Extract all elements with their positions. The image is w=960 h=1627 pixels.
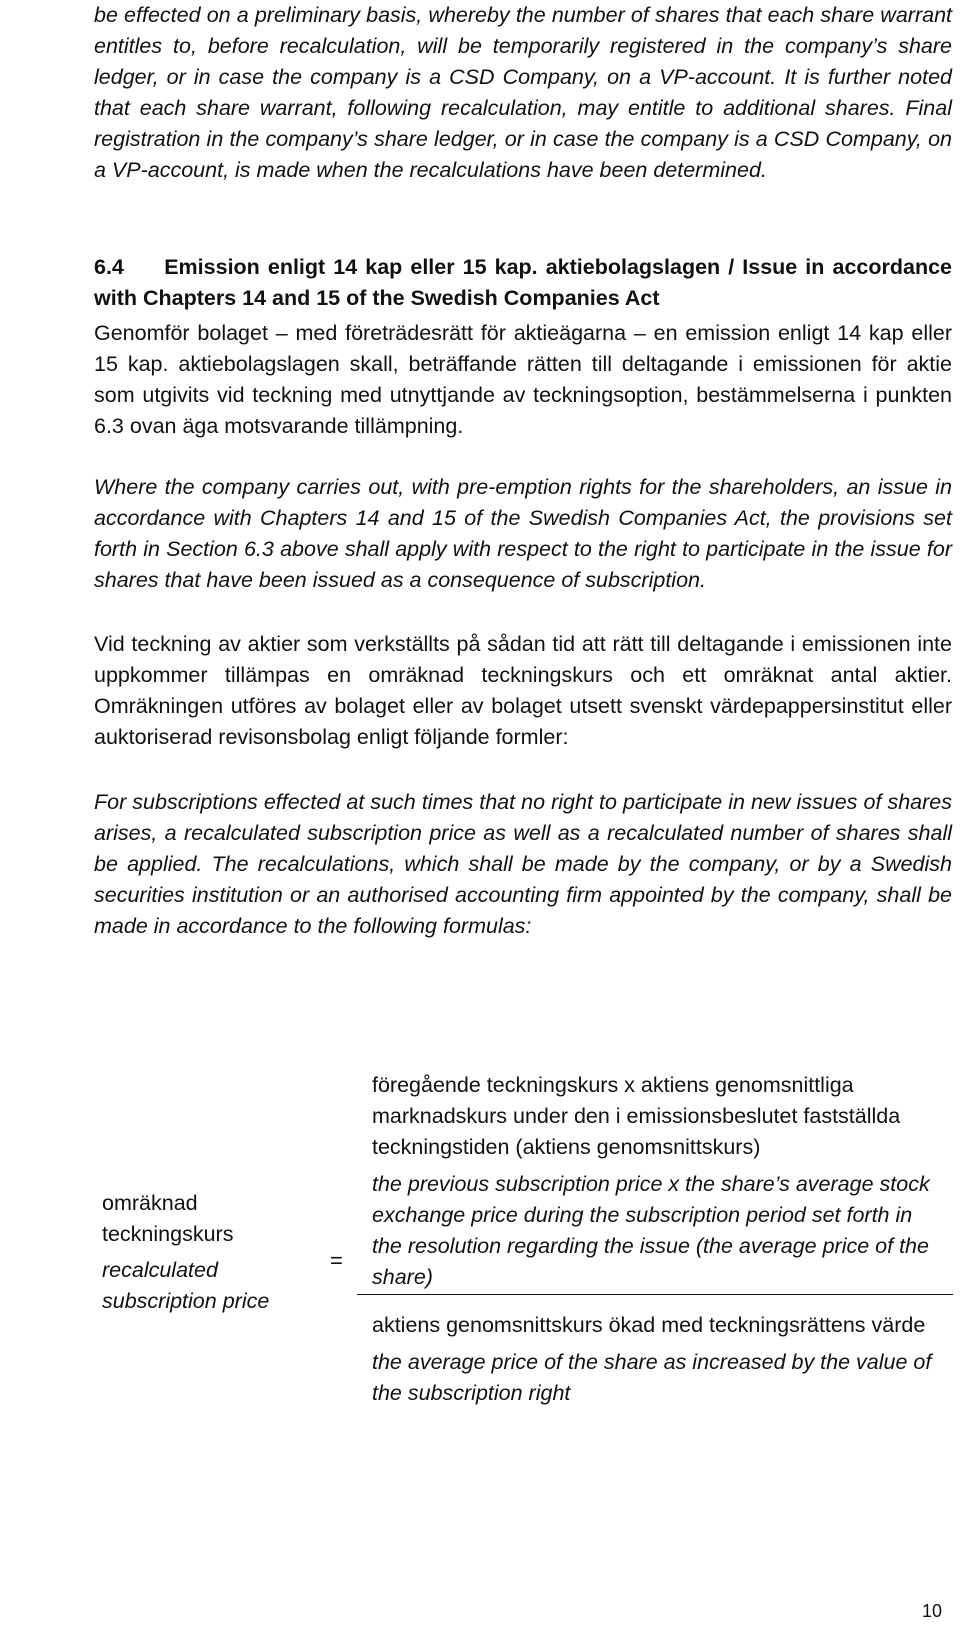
paragraph-english-2: For subscriptions effected at such times that no right to participate in new issues of shares arises, a recalculated subscription price as well as a recalculated number of shares shall be applied. The recalculations, which shall be made by the company, or by a Swedish securities institution or an authorised accounting firm appointed by the company, shall be made in accordance to the following formulas:	[94, 790, 952, 938]
paragraph-swedish-1: Genomför bolaget – med företrädesrätt för aktieägarna – en emission enligt 14 kap eller 15 kap. aktiebolagslagen skall, beträffande rätten till deltagande i emissionen för aktie som utgivits vid teckning med utnyttjande av teckningsoption, bestämmelserna i punkten 6.3 ovan äga motsvarande tillämpning.	[94, 321, 952, 438]
formula-denominator	[372, 1310, 932, 1409]
numerator-english: the previous subscription price x the share’s average stock exchange price during the subscription period set forth in the resolution regarding the issue (the average price of the share)	[372, 1172, 930, 1289]
page-number: 10	[922, 1601, 943, 1621]
denominator-swedish: aktiens genomsnittskurs ökad med teckningsrättens värde	[372, 1313, 926, 1337]
equals-sign: =	[330, 1248, 343, 1273]
formula-lhs-english: recalculated subscription price	[102, 1258, 270, 1313]
fraction-bar	[357, 1294, 953, 1295]
numerator-swedish: föregående teckningskurs x aktiens genomsnittliga marknadskurs under den i emissionsbeslutet fastställda teckningstiden (aktiens genomsnittskurs)	[372, 1073, 901, 1159]
recalculated-price-formula	[0, 1050, 960, 1450]
paragraph-swedish-2: Vid teckning av aktier som verkställts på sådan tid att rätt till deltagande i emissionen inte uppkommer tillämpas en omräknad teckningskurs och ett omräknat antal aktier. Omräkningen utföres av bolaget eller av bolaget utsett svenskt värdepappersinstitut eller auktoriserad revisonsbolag enligt följande formler:	[94, 632, 952, 749]
paragraph-english-1: Where the company carries out, with pre-emption rights for the shareholders, an issue in accordance with Chapters 14 and 15 of the Swedish Companies Act, the provisions set forth in Section 6.3 above shall apply with respect to the right to participate in the issue for shares that have been issued as a consequence of subscription.	[94, 475, 952, 592]
formula-lhs-swedish: omräknad teckningskurs	[102, 1191, 234, 1246]
section-number: 6.4	[94, 255, 124, 279]
intro-paragraph: be effected on a preliminary basis, whereby the number of shares that each share warrant entitles to, before recalculation, will be temporarily registered in the company’s share ledger, or in case the company is a CSD Company, on a VP-account. It is further noted that each share warrant, following recalculation, may entitle to additional shares. Final registration in the company’s share ledger, or in case the company is a CSD Company, on a VP-account, is made when the recalculations have been determined.	[94, 3, 952, 182]
denominator-english: the average price of the share as increased by the value of the subscription right	[372, 1350, 932, 1405]
section-title: Emission enligt 14 kap eller 15 kap. aktiebolagslagen / Issue in accordance with Chapters 14 and 15 of the Swedish Companies Act	[94, 255, 952, 310]
formula-left-side	[102, 1188, 312, 1317]
section-heading	[94, 252, 952, 314]
formula-numerator	[372, 1070, 932, 1293]
section-heading-text	[94, 252, 952, 314]
